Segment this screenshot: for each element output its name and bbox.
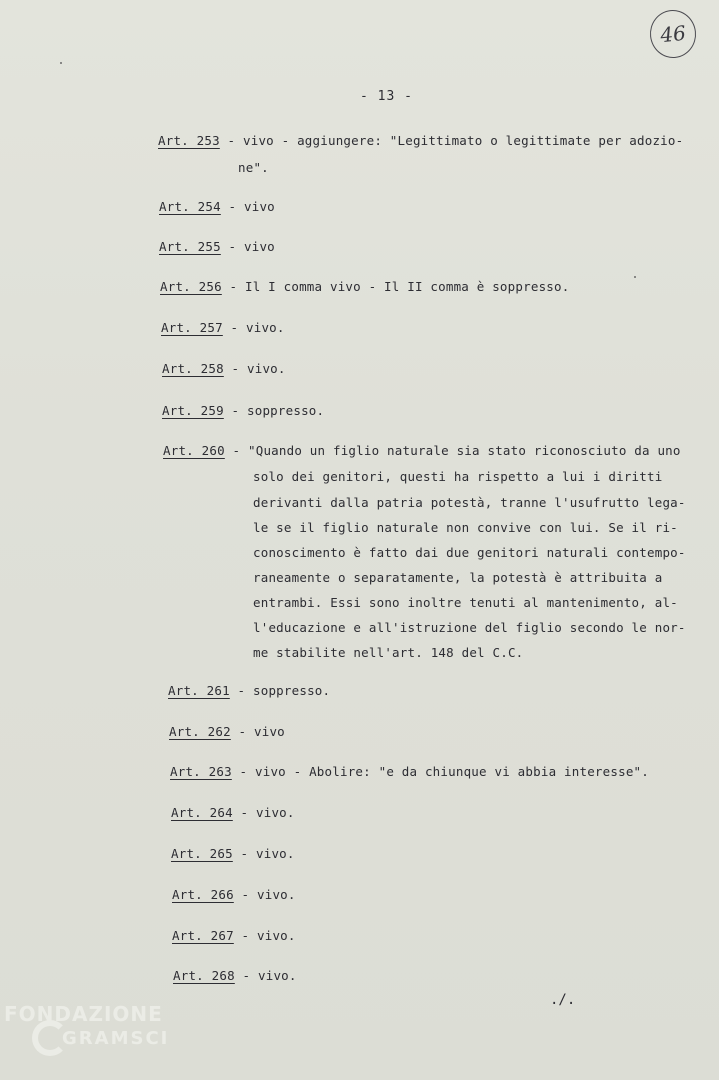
article-text: - vivo. (232, 846, 295, 861)
article-253 (158, 133, 683, 148)
article-ref: Art. 265 (171, 846, 233, 861)
article-text: - vivo (230, 724, 285, 739)
article-268 (173, 968, 297, 983)
article-text: - vivo (220, 239, 275, 254)
article-text: - vivo. (234, 968, 297, 983)
article-text: - Il I comma vivo - Il II comma è soppresso. (221, 279, 570, 294)
article-260-line: entrambi. Essi sono inoltre tenuti al mantenimento, al- (253, 595, 678, 610)
article-257 (161, 320, 285, 335)
article-ref: Art. 264 (171, 805, 233, 820)
article-text: - soppresso. (223, 403, 325, 418)
paper-speck (60, 62, 62, 64)
article-260-line: solo dei genitori, questi ha rispetto a lui i diritti (253, 469, 663, 484)
article-ref: Art. 255 (159, 239, 221, 254)
article-ref: Art. 263 (170, 764, 232, 779)
closing-mark: ./. (550, 992, 576, 1008)
article-ref: Art. 267 (172, 928, 234, 943)
watermark-line1: FONDAZIONE (4, 1002, 163, 1026)
article-ref: Art. 256 (160, 279, 222, 294)
article-text: - vivo. (233, 928, 296, 943)
article-255 (159, 239, 275, 254)
article-ref: Art. 262 (169, 724, 231, 739)
article-ref: Art. 258 (162, 361, 224, 376)
article-ref: Art. 260 (163, 443, 225, 458)
watermark-logo (4, 1000, 204, 1080)
article-267 (172, 928, 296, 943)
article-260 (163, 443, 681, 458)
article-260-line: conoscimento è fatto dai due genitori naturali contempo- (253, 545, 686, 560)
article-260-line: le se il figlio naturale non convive con lui. Se il ri- (253, 520, 678, 535)
article-259 (162, 403, 324, 418)
article-ref: Art. 254 (159, 199, 221, 214)
article-256 (160, 279, 569, 294)
article-ref: Art. 268 (173, 968, 235, 983)
article-text: - soppresso. (229, 683, 331, 698)
article-263 (170, 764, 649, 779)
article-text: - vivo - aggiungere: "Legittimato o legittimate per adozio- (219, 133, 684, 148)
folio-number: 46 (648, 8, 699, 61)
article-253-continuation: ne". (238, 160, 269, 175)
article-ref: Art. 257 (161, 320, 223, 335)
article-text: - vivo. (223, 361, 286, 376)
page-number: - 13 - (360, 89, 413, 104)
watermark-line2: GRAMSCI (62, 1028, 170, 1049)
article-ref: Art. 261 (168, 683, 230, 698)
article-254 (159, 199, 275, 214)
article-258 (162, 361, 286, 376)
article-260-line: l'educazione e all'istruzione del figlio secondo le nor- (253, 620, 686, 635)
article-ref: Art. 259 (162, 403, 224, 418)
article-264 (171, 805, 295, 820)
article-text: - vivo - Abolire: "e da chiunque vi abbia interesse". (231, 764, 649, 779)
article-265 (171, 846, 295, 861)
article-text: - vivo. (232, 805, 295, 820)
article-262 (169, 724, 285, 739)
paper-speck (634, 276, 636, 278)
article-text: - vivo. (233, 887, 296, 902)
article-ref: Art. 266 (172, 887, 234, 902)
article-260-line: derivanti dalla patria potestà, tranne l'usufrutto lega- (253, 495, 686, 510)
article-text: - vivo. (222, 320, 285, 335)
article-260-line: me stabilite nell'art. 148 del C.C. (253, 645, 524, 660)
article-ref: Art. 253 (158, 133, 220, 148)
article-260-line: raneamente o separatamente, la potestà è attribuita a (253, 570, 663, 585)
article-text: - vivo (220, 199, 275, 214)
article-text: - "Quando un figlio naturale sia stato riconosciuto da uno (224, 443, 681, 458)
article-261 (168, 683, 330, 698)
article-266 (172, 887, 296, 902)
